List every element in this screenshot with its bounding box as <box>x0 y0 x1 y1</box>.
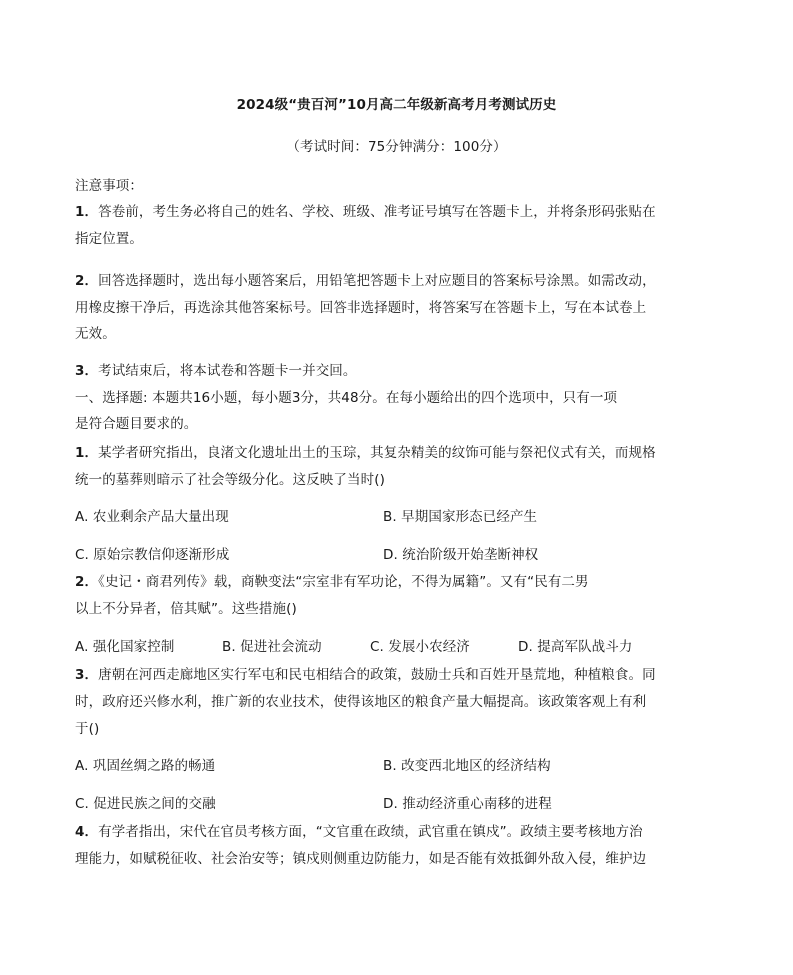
section-1-instructions-line-2: 是符合题目要求的。 <box>75 416 198 432</box>
question-1-number: 1． <box>75 445 99 461</box>
notice-item-1-text: 答卷前，考生务必将自己的姓名、学校、班级、准考证号填写在答题卡上，并将条形码张贴在 <box>98 204 656 220</box>
question-1-text: 某学者研究指出，良渚文化遗址出土的玉琮，其复杂精美的纹饰可能与祭祀仪式有关，而规格 <box>98 445 656 461</box>
question-3-option-b: B. 改变西北地区的经济结构 <box>383 758 551 774</box>
question-2-text: 《史记・商君列传》载，商鞅变法“宗室非有军功论，不得为属籍”。又有“民有二男 <box>98 574 589 590</box>
question-1-option-a: A. 农业剩余产品大量出现 <box>75 509 229 525</box>
notice-item-1-number: 1． <box>75 204 99 220</box>
question-3-text: 唐朝在河西走廊地区实行军屯和民屯相结合的政策，鼓励士兵和百姓开垦荒地，种植粮食。同 <box>98 667 656 683</box>
question-4-stem-line-2: 理能力，如赋税征收、社会治安等；镇戍则侧重边防能力，如是否能有效抵御外敌入侵，维护边 <box>75 851 647 867</box>
question-3-option-d: D. 推动经济重心南移的进程 <box>383 796 552 812</box>
question-4-text: 有学者指出，宋代在官员考核方面，“文官重在政绩，武官重在镇戍”。政绩主要考核地方治 <box>98 824 643 840</box>
question-1-option-d: D. 统治阶级开始垄断神权 <box>383 547 539 563</box>
question-1-stem-line-1 <box>75 443 656 463</box>
question-3-stem-line-2: 时，政府还兴修水利，推广新的农业技术，使得该地区的粮食产量大幅提高。该政策客观上有利 <box>75 694 647 710</box>
question-2-option-b: B. 促进社会流动 <box>222 639 322 655</box>
question-3-option-a: A. 巩固丝绸之路的畅通 <box>75 758 216 774</box>
question-2-option-c: C. 发展小农经济 <box>370 639 470 655</box>
question-2-option-a: A. 强化国家控制 <box>75 639 175 655</box>
notice-item-1-line-1 <box>75 202 656 222</box>
question-2-stem-line-2: 以上不分异者，倍其赋”。这些措施() <box>75 601 297 617</box>
notice-item-2-line-1 <box>75 271 656 291</box>
question-2-stem-line-1 <box>75 572 589 592</box>
question-3-option-c: C. 促进民族之间的交融 <box>75 796 216 812</box>
notice-item-2-text: 回答选择题时，选出每小题答案后，用铅笔把答题卡上对应题目的答案标号涂黑。如需改动， <box>98 273 656 289</box>
notice-item-3-line-1 <box>75 361 357 381</box>
question-4-stem-line-1 <box>75 822 643 842</box>
notice-item-3-text: 考试结束后，将本试卷和答题卡一并交回。 <box>98 363 357 379</box>
notice-item-2-line-3: 无效。 <box>75 326 116 342</box>
question-2-option-d: D. 提高军队战斗力 <box>518 639 633 655</box>
notice-heading: 注意事项： <box>75 178 143 194</box>
notice-item-1-line-2: 指定位置。 <box>75 231 143 247</box>
notice-item-2-line-2: 用橡皮擦干净后，再选涂其他答案标号。回答非选择题时，将答案写在答题卡上，写在本试卷上 <box>75 300 647 316</box>
section-1-instructions-line-1: 一、选择题: 本题共16小题，每小题3分，共48分。在每小题给出的四个选项中，只有一项 <box>75 390 618 406</box>
notice-item-3-number: 3． <box>75 363 99 379</box>
question-1-option-c: C. 原始宗教信仰逐渐形成 <box>75 547 230 563</box>
question-3-number: 3． <box>75 667 99 683</box>
exam-subtitle: （考试时间：75分钟满分：100分） <box>286 139 507 155</box>
question-3-stem-line-3: 于() <box>75 721 100 737</box>
notice-item-2-number: 2． <box>75 273 99 289</box>
question-2-number: 2． <box>75 574 99 590</box>
question-4-number: 4． <box>75 824 99 840</box>
question-1-stem-line-2: 统一的墓葬则暗示了社会等级分化。这反映了当时() <box>75 472 385 488</box>
question-3-stem-line-1 <box>75 665 656 685</box>
question-1-option-b: B. 早期国家形态已经产生 <box>383 509 538 525</box>
exam-title: 2024级“贵百河”10月高二年级新高考月考测试历史 <box>236 97 557 113</box>
